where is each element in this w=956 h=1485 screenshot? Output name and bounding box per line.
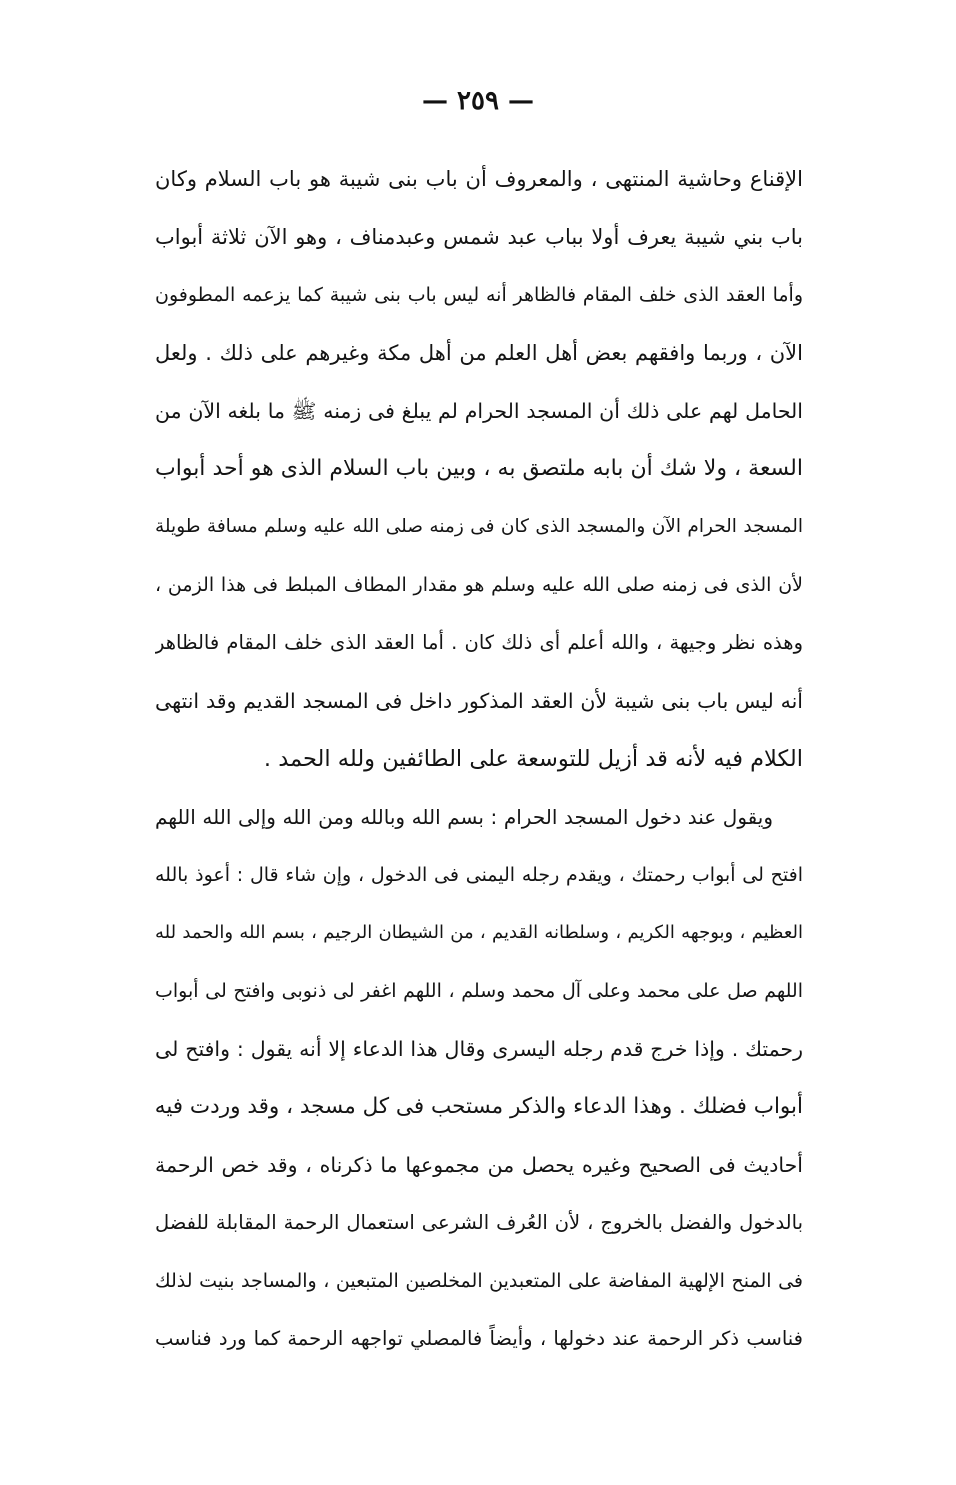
page-number: — ٢٥٩ — [421,86,535,116]
text-line: رحمتك . وإذا خرج قدم رجله اليسرى وقال هذا الدعاء إلا أنه يقول : وافتح لى [155,1037,803,1061]
paragraph-1 [155,150,803,788]
text-line: الإقناع وحاشية المنتهى ، والمعروف أن باب بنى شيبة هو باب السلام وكان [155,167,803,191]
text-line: باب بني شيبة يعرف أولا بباب عبد شمس وعبدمناف ، وهو الآن ثلاثة أبواب [155,225,803,249]
text-line: السعة ، ولا شك أن بابه ملتصق به ، وبين باب السلام الذى هو أحد أبواب [155,456,803,481]
paragraph-2 [155,788,803,1368]
text-line: فى المنح الإلهية المفاضة على المتعبدين المخلصين المتبعين ، والمساجد بنيت لذلك [155,1270,803,1292]
text-line: الحامل لهم على ذلك أن المسجد الحرام لم يبلغ فى زمنه ﷺ ما بلغه الآن من [155,399,803,423]
text-line: العظيم ، وبوجهه الكريم ، وسلطانه القديم ، من الشيطان الرجيم ، بسم الله والحمد لله [155,922,803,943]
text-line: اللهم صل على محمد وعلى آل محمد وسلم ، اللهم اغفر لى ذنوبى وافتح لى أبواب [155,980,803,1002]
text-line: المسجد الحرام الآن والمسجد الذى كان فى زمنه صلى الله عليه وسلم مسافة طويلة [155,516,803,537]
text-line: الآن ، وربما وافقهم بعض أهل العلم من أهل مكة وغيرهم على ذلك . ولعل [155,341,803,365]
body-text [155,150,803,1368]
text-line: أبواب فضلك . وهذا الدعاء والذكر مستحب فى كل مسجد ، وقد وردت فيه [155,1094,803,1119]
text-line: ويقول عند دخول المسجد الحرام : بسم الله وبالله ومن الله وإلى الله اللهم [155,805,773,829]
text-line: بالدخول والفضل بالخروج ، لأن العُرف الشرعى استعمال الرحمة المقابلة للفضل [155,1211,803,1234]
text-line: افتح لى أبواب رحمتك ، ويقدم رجله اليمنى فى الدخول ، وإن شاء قال : أعوذ بالله [155,864,803,886]
text-line: الكلام فيه لأنه قد أزيل للتوسعة على الطائفين ولله الحمد . [263,746,803,772]
text-line: فناسب ذكر الرحمة عند دخولها ، وأيضاً فالمصلي تواجهه الرحمة كما ورد فناسب [155,1327,803,1350]
text-line: أنه ليس باب بنى شيبة لأن العقد المذكور داخل فى المسجد القديم وقد انتهى [155,689,803,713]
text-line: لأن الذى فى زمنه صلى الله عليه وسلم هو مقدار المطاف المبلط فى هذا الزمن ، [155,574,803,596]
text-line: أحاديث فى الصحيح وغيره يحصل من مجموعها ما ذكرناه ، وقد خص الرحمة [155,1153,803,1177]
text-line: وهذه نظر وجيهة ، والله أعلم أى ذلك كان . أما العقد الذى خلف المقام فالظاهر [155,631,803,654]
text-line: وأما العقد الذى خلف المقام فالظاهر أنه ليس باب بنى شيبة كما يزعمه المطوفون [155,284,803,306]
